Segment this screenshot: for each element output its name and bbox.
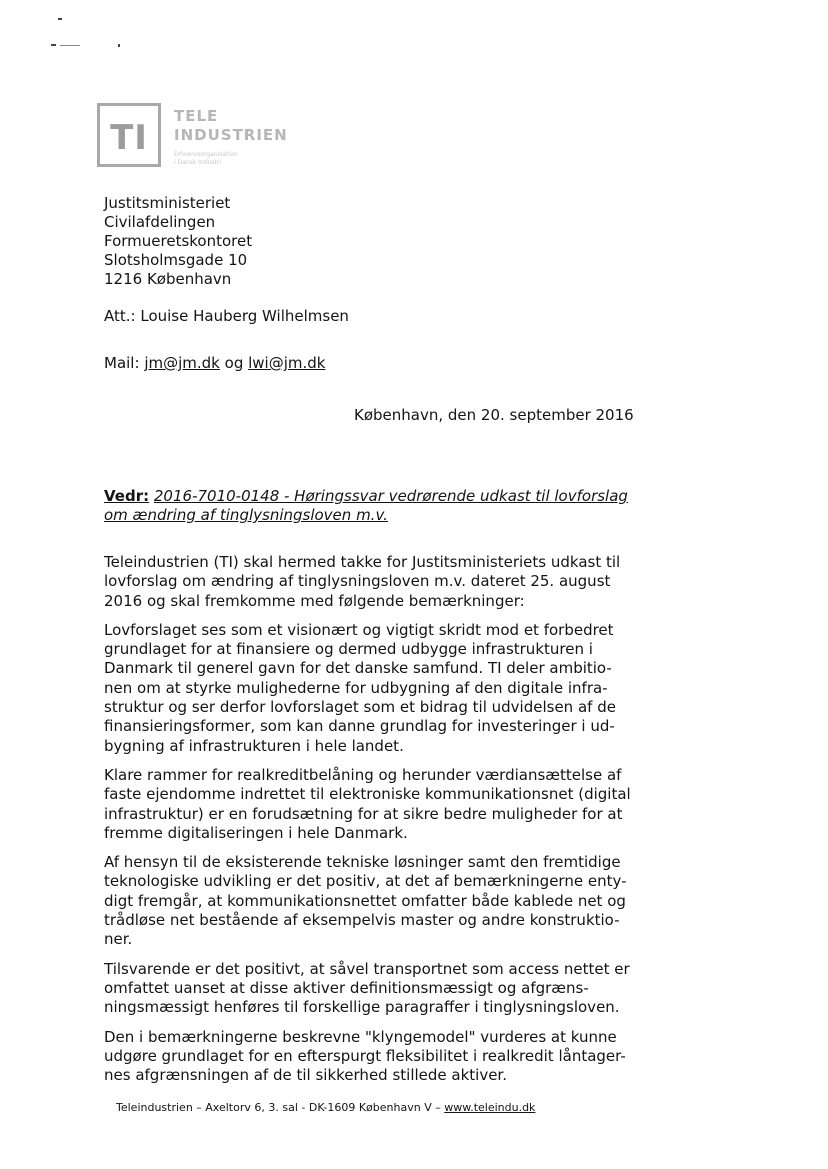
company-logo [97, 103, 302, 173]
body-paragraph [104, 553, 664, 611]
body-line: 2016 og skal fremkomme med følgende bemærkninger: [104, 591, 525, 610]
body-line: Lovforslaget ses som et visionært og vigtigt skridt mod et forbedret [104, 620, 614, 639]
body-paragraph [104, 766, 664, 843]
subject-heading [104, 487, 628, 525]
body-line: Tilsvarende er det positivt, at såvel transportnet som access nettet er [104, 959, 630, 978]
body-line: teknologiske udvikling er det positiv, at det af bemærkningerne enty- [104, 872, 627, 891]
body-line: Teleindustrien (TI) skal hermed takke for Justitsministeriets udkast til [104, 553, 621, 571]
recipient-city: 1216 København [104, 270, 232, 288]
mail-line [104, 354, 325, 373]
body-line: lovforslag om ændring af tinglysningsloven m.v. dateret 25. august [104, 572, 611, 591]
scan-speck [118, 44, 120, 47]
body-line: infrastruktur) er en forudsætning for at sikre bedre muligheder for at [104, 804, 623, 823]
mail-label: Mail: [104, 354, 140, 372]
body-line: ner. [104, 930, 133, 949]
recipient-name: Justitsministeriet [104, 194, 231, 212]
recipient-office: Formueretskontoret [104, 232, 253, 250]
logo-tagline-1: Erhvervsorganisation [174, 151, 238, 158]
letter-body [104, 553, 664, 1095]
body-paragraph [104, 621, 664, 756]
body-line: nes afgrænsningen af de til sikkerhed stillede aktiver. [104, 1066, 507, 1085]
mail-joiner: og [224, 354, 244, 372]
body-line: struktur og ser derfor lovforslaget som et bidrag til udvidelsen af de [104, 698, 616, 717]
footer-address: Teleindustrien – Axeltorv 6, 3. sal - DK-1609 København V – [116, 1101, 441, 1114]
body-line: Klare rammer for realkreditbelåning og herunder værdiansættelse af [104, 765, 622, 784]
scan-speck [58, 18, 62, 20]
logo-tagline [174, 151, 238, 167]
logo-tagline-2: i Dansk Industri [174, 159, 221, 166]
body-line: trådløse net bestående af eksempelvis master og andre konstruktio- [104, 911, 620, 930]
body-line: Den i bemærkningerne beskrevne "klyngemodel" vurderes at kunne [104, 1027, 617, 1046]
footer-website-link[interactable]: www.teleindu.dk [444, 1101, 536, 1114]
body-line: Danmark til generel gavn for det danske samfund. TI deler ambitio- [104, 659, 612, 678]
body-line: nen om at styrke mulighederne for udbygning af den digitale infra- [104, 678, 608, 697]
email-link-jm[interactable]: jm@jm.dk [144, 354, 220, 372]
body-line: grundlaget for at finansiere og dermed udbygge infrastrukturen i [104, 640, 593, 659]
subject-line-2 [104, 506, 628, 525]
recipient-street: Slotsholmsgade 10 [104, 251, 248, 269]
body-line: omfattet uanset at disse aktiver definitionsmæssigt og afgræns- [104, 978, 589, 997]
body-paragraph [104, 853, 664, 949]
body-line: udgøre grundlaget for en efterspurgt fleksibilitet i realkredit låntager- [104, 1046, 626, 1065]
body-paragraph [104, 1028, 664, 1086]
subject-line-1 [104, 487, 628, 506]
scan-speck [60, 45, 80, 46]
body-line: Af hensyn til de eksisterende tekniske løsninger samt den fremtidige [104, 853, 621, 872]
email-link-lwi[interactable]: lwi@jm.dk [248, 354, 326, 372]
body-line: ningsmæssigt henføres til forskellige paragraffer i tinglysningsloven. [104, 998, 620, 1017]
body-line: finansieringsformer, som kan danne grundlag for investeringer i ud- [104, 717, 615, 736]
body-paragraph [104, 960, 664, 1018]
subject-continuation: om ændring af tinglysningsloven m.v. [104, 506, 388, 524]
body-line: digt fremgår, at kommunikationsnettet omfatter både kablede net og [104, 891, 626, 910]
body-line: faste ejendomme indrettet til elektroniske kommunikationsnet (digital [104, 785, 631, 804]
logo-name-line1: TELE [174, 107, 219, 125]
letter-date: København, den 20. september 2016 [354, 406, 634, 424]
body-line: bygning af infrastrukturen i hele landet. [104, 736, 404, 755]
body-line: fremme digitaliseringen i hele Danmark. [104, 823, 408, 842]
logo-mark [97, 103, 161, 167]
scan-speck [51, 44, 56, 46]
subject-reference: 2016-7010-0148 - Høringssvar vedrørende udkast til lovforslag [153, 487, 628, 505]
subject-lead: Vedr: [104, 487, 150, 505]
page-footer [116, 1101, 535, 1114]
logo-name-line2: INDUSTRIEN [174, 126, 288, 144]
logo-mark-text: TI [110, 118, 148, 158]
recipient-department: Civilafdelingen [104, 213, 216, 231]
attention-line: Att.: Louise Hauberg Wilhelmsen [104, 307, 349, 325]
